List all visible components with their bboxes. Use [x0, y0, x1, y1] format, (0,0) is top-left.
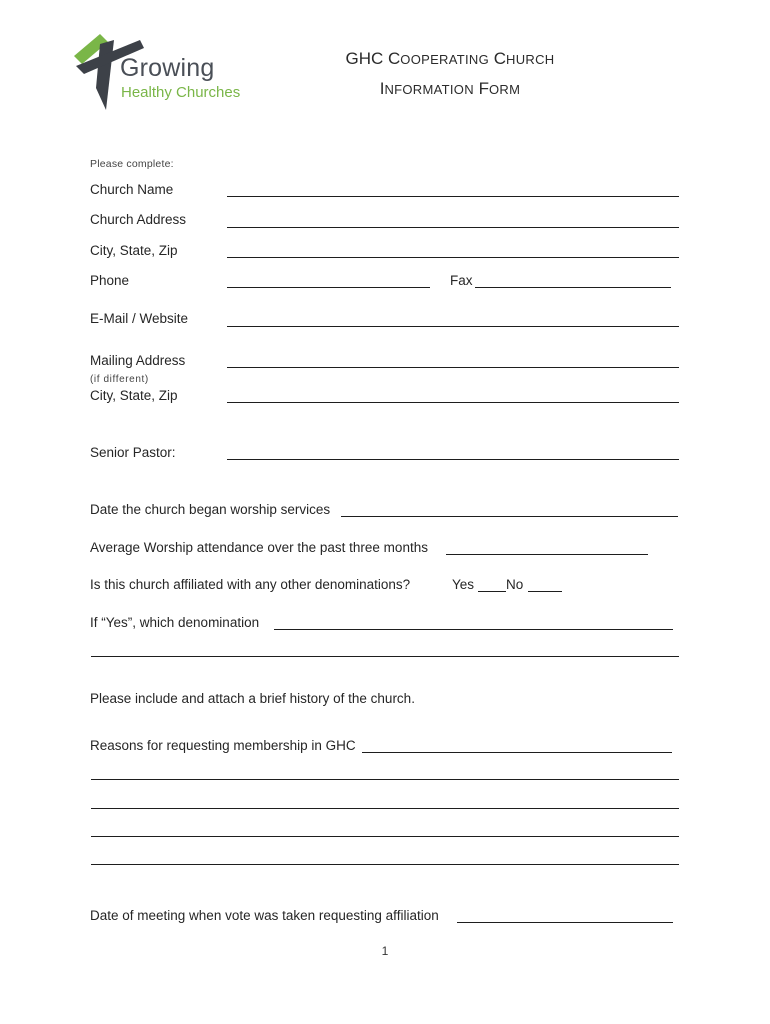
senior-pastor-field[interactable]: [227, 459, 679, 460]
church-address-field[interactable]: [227, 227, 679, 228]
yes-label: Yes: [452, 577, 475, 592]
which-denomination-label: If “Yes”, which denomination: [90, 615, 260, 630]
yes-field[interactable]: [478, 591, 506, 592]
church-name-label: Church Name: [90, 182, 174, 197]
date-meeting-field[interactable]: [457, 922, 673, 923]
mailing-address-label: Mailing Address: [90, 353, 186, 368]
mailing-city-state-zip-field[interactable]: [227, 402, 679, 403]
phone-field[interactable]: [227, 287, 430, 288]
reasons-line-2[interactable]: [91, 779, 679, 780]
church-name-field[interactable]: [227, 196, 679, 197]
reasons-field[interactable]: [362, 752, 672, 753]
date-began-label: Date the church began worship services: [90, 502, 331, 517]
email-website-field[interactable]: [227, 326, 679, 327]
form-title: GHC COOPERATING CHURCH INFORMATION FORM: [345, 49, 555, 98]
page-number: 1: [381, 944, 389, 958]
reasons-label: Reasons for requesting membership in GHC: [90, 738, 356, 753]
reasons-line-3[interactable]: [91, 808, 679, 809]
reasons-line-5[interactable]: [91, 864, 679, 865]
logo-text-growing: Growing: [120, 54, 215, 82]
date-began-field[interactable]: [341, 516, 678, 517]
avg-attendance-label: Average Worship attendance over the past three months: [90, 540, 428, 555]
city-state-zip-field[interactable]: [227, 257, 679, 258]
if-different-note: (if different): [90, 374, 149, 385]
phone-label: Phone: [90, 273, 130, 288]
reasons-line-4[interactable]: [91, 836, 679, 837]
no-label: No: [506, 577, 524, 592]
intro-text: Please complete:: [90, 158, 174, 170]
church-address-label: Church Address: [90, 212, 187, 227]
logo-text-healthy-churches: Healthy Churches: [121, 84, 241, 101]
email-website-label: E-Mail / Website: [90, 311, 189, 326]
which-denomination-field-continued[interactable]: [91, 656, 679, 657]
senior-pastor-label: Senior Pastor:: [90, 445, 176, 460]
fax-label: Fax: [450, 273, 473, 288]
city-state-zip-label: City, State, Zip: [90, 243, 178, 258]
date-meeting-label: Date of meeting when vote was taken requesting affiliation: [90, 908, 439, 923]
logo-cross-vertical: [96, 40, 114, 110]
history-instruction: Please include and attach a brief history of the church.: [90, 691, 415, 706]
avg-attendance-field[interactable]: [446, 554, 648, 555]
which-denomination-field[interactable]: [274, 629, 673, 630]
mailing-address-field[interactable]: [227, 367, 679, 368]
fax-field[interactable]: [475, 287, 671, 288]
affiliated-question: Is this church affiliated with any other denominations?: [90, 577, 411, 592]
no-field[interactable]: [528, 591, 562, 592]
mailing-city-state-zip-label: City, State, Zip: [90, 388, 178, 403]
